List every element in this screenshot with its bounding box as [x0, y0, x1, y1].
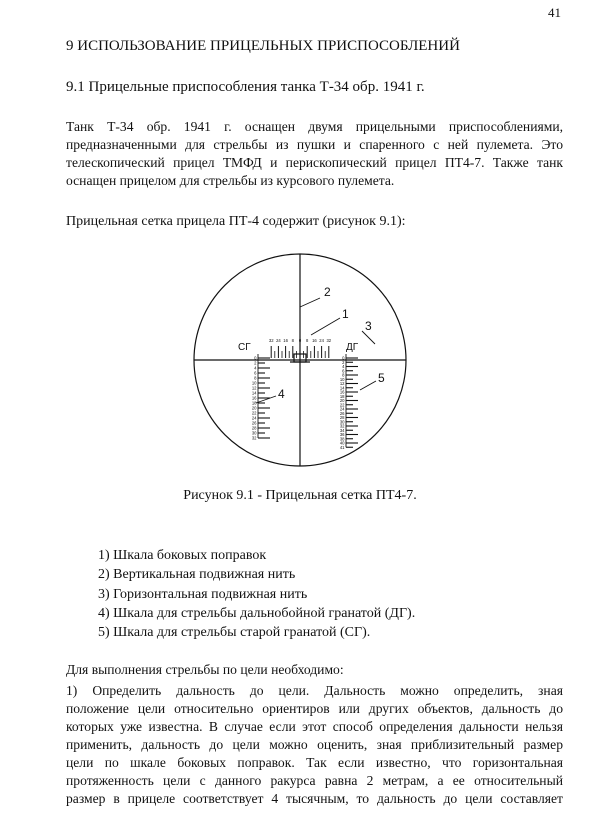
- range-tick-label: 40: [339, 440, 345, 446]
- lateral-tick-label: 8: [306, 338, 309, 343]
- range-tick-label: 4: [342, 364, 345, 369]
- legend-item: 4) Шкала для стрельбы дальнобойной гранатой (ДГ).: [98, 605, 416, 621]
- procedure-line: которых уже известна. В случае если этот способ определения дальности нельзя: [66, 719, 563, 734]
- range-tick-label: 14: [339, 385, 345, 391]
- range-tick-label: 18: [339, 393, 345, 399]
- procedure-line: положение цели относительно ориентиров или других объектов, дальность до: [66, 701, 563, 716]
- range-tick-label: 4: [254, 365, 257, 371]
- figure-legend: [98, 546, 415, 642]
- lateral-tick-label: 32: [268, 338, 274, 343]
- callout-leader-2: [300, 298, 320, 307]
- reticle-lead-text: Прицельная сетка прицела ПТ-4 содержит (рисунок 9.1):: [66, 214, 406, 229]
- intro-line: предназначенными для стрельбы из пушки и спаренного с ней пулемета. Это: [66, 137, 563, 152]
- dg-label: ДГ: [346, 342, 359, 353]
- range-tick-label: 28: [339, 415, 345, 420]
- callout-leader-1: [311, 318, 340, 335]
- callout-leader-4: [256, 396, 276, 403]
- range-tick-label: 26: [251, 420, 257, 426]
- lateral-tick-label: 32: [326, 338, 332, 343]
- legend-item: 1) Шкала боковых поправок: [98, 548, 267, 563]
- range-tick-label: 41: [339, 444, 345, 450]
- range-tick-label: 6: [254, 370, 257, 376]
- reticle-figure: [190, 250, 410, 470]
- legend-item: 5) Шкала для стрельбы старой гранатой (СГ).: [98, 625, 371, 641]
- range-tick-label: 30: [251, 430, 257, 436]
- range-tick-label: 14: [251, 390, 257, 396]
- range-tick-label: 20: [251, 405, 257, 411]
- range-tick-label: 0: [254, 355, 257, 361]
- intro-line: оснащен прицелом для стрельбы из курсового пулемета.: [66, 173, 395, 188]
- sg-range-scale: [252, 354, 270, 441]
- range-tick-label: 32: [339, 423, 345, 429]
- range-tick-label: 34: [339, 427, 345, 433]
- lateral-scale: [271, 346, 329, 358]
- subsection-heading: 9.1 Прицельные приспособления танка Т-34 обр. 1941 г.: [66, 79, 425, 95]
- range-tick-label: 2: [342, 359, 345, 365]
- range-tick-label: 6: [342, 368, 345, 374]
- lateral-tick-label: 0: [298, 338, 302, 343]
- range-tick-label: 12: [251, 385, 257, 391]
- procedure-line: применить, дальность до цели можно оценить, зная приблизительный размер: [66, 737, 563, 752]
- range-tick-label: 32: [251, 435, 257, 441]
- procedure-line: протяженность цели с данного ракурса равна 2 метрам, а ее относительный: [66, 773, 563, 788]
- section-heading: 9 ИСПОЛЬЗОВАНИЕ ПРИЦЕЛЬНЫХ ПРИСПОСОБЛЕНИЙ: [66, 38, 460, 54]
- dg-range-scale: [340, 354, 358, 450]
- callout-2: 2: [324, 285, 331, 299]
- sg-label: СГ: [238, 342, 251, 353]
- intro-line: телескопический прицел ТМФД и перископический прицел ПТ4-7. Также танк: [66, 155, 563, 170]
- lateral-tick-label: 16: [283, 338, 288, 343]
- range-tick-label: 16: [339, 389, 345, 395]
- range-tick-label: 22: [251, 410, 257, 416]
- page-number: 41: [548, 5, 561, 20]
- range-tick-label: 0: [342, 355, 345, 361]
- lateral-tick-label: 24: [319, 338, 324, 343]
- range-tick-label: 18: [251, 400, 257, 406]
- range-tick-label: 20: [339, 398, 345, 403]
- range-tick-label: 36: [339, 432, 345, 437]
- range-tick-label: 12: [339, 381, 345, 386]
- intro-line: Танк Т-34 обр. 1941 г. оснащен двумя прицельными приспособлениями,: [66, 119, 563, 134]
- range-tick-label: 10: [339, 376, 345, 382]
- procedure-lead: Для выполнения стрельбы по цели необходимо:: [66, 662, 344, 677]
- callout-4: 4: [278, 387, 285, 401]
- range-tick-label: 16: [251, 395, 257, 401]
- callout-1: 1: [342, 307, 349, 321]
- lateral-tick-label: 24: [276, 338, 281, 343]
- callout-leader-5: [360, 381, 376, 390]
- lateral-tick-label: 8: [291, 338, 294, 343]
- range-tick-label: 28: [251, 425, 257, 431]
- range-tick-label: 24: [251, 415, 257, 421]
- range-tick-label: 30: [339, 419, 345, 425]
- range-tick-label: 38: [339, 436, 345, 442]
- range-tick-label: 2: [254, 360, 257, 366]
- lateral-tick-label: 16: [312, 338, 317, 343]
- procedure-line: размер в прицеле соответствует 4 тысячным, то дальность до цели составляет: [66, 791, 563, 806]
- range-tick-label: 26: [339, 410, 345, 416]
- range-tick-label: 8: [342, 372, 345, 378]
- range-tick-label: 8: [254, 375, 257, 381]
- intro-paragraph: [66, 118, 563, 190]
- range-tick-label: 24: [339, 406, 345, 412]
- legend-item: 3) Горизонтальная подвижная нить: [98, 586, 308, 602]
- callout-3: 3: [365, 319, 372, 333]
- callout-5: 5: [378, 371, 385, 385]
- lateral-scale-labels: [269, 338, 332, 343]
- procedure-line: 1) Определить дальность до цели. Дальность можно определить, зная: [66, 683, 563, 698]
- range-tick-label: 10: [251, 380, 257, 386]
- procedure-line: цели по шкале боковых поправок. Так если известно, что горизонтальная: [66, 755, 563, 770]
- figure-caption: Рисунок 9.1 - Прицельная сетка ПТ4-7.: [183, 488, 417, 503]
- range-tick-label: 22: [339, 402, 345, 408]
- legend-item: 2) Вертикальная подвижная нить: [98, 567, 296, 583]
- procedure-paragraph: [66, 682, 563, 808]
